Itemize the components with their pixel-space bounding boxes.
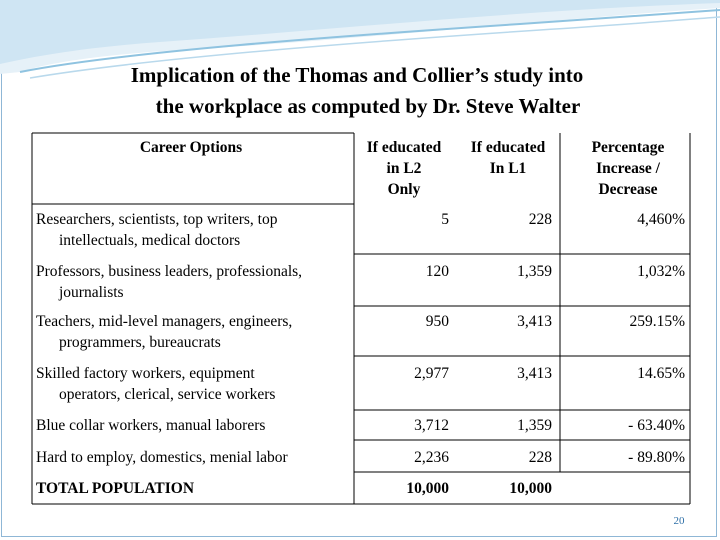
table-row-label: Teachers, mid-level managers, engineers, programmers, bureaucrats	[36, 313, 293, 351]
header-if-educated-l2: If educated in L2 Only	[366, 139, 442, 198]
table-row-label: Blue collar workers, manual laborers	[36, 417, 266, 434]
table-row-label: Hard to employ, domestics, menial labor	[36, 449, 288, 466]
table-cell-pct: 4,460%	[637, 211, 685, 228]
table-cell-l1: 1,359	[517, 263, 552, 280]
total-l2: 10,000	[406, 480, 449, 497]
table-cell-l1: 3,413	[517, 313, 552, 330]
total-label: TOTAL POPULATION	[36, 480, 195, 497]
table-cell-l1: 228	[528, 449, 552, 466]
total-l1: 10,000	[509, 480, 552, 497]
table-cell-pct: 1,032%	[637, 263, 685, 280]
table-cell-pct: 14.65%	[637, 365, 685, 382]
table-cell-l1: 1,359	[517, 417, 552, 434]
table-cell-pct: - 63.40%	[628, 417, 685, 434]
slide-title	[0, 60, 720, 122]
table-cell-l2: 120	[425, 263, 449, 280]
table-row-label: Skilled factory workers, equipment operators, clerical, service workers	[36, 365, 276, 403]
title-line-1: Implication of the Thomas and Collier’s study into	[130, 63, 584, 87]
table-cell-l2: 2,236	[414, 449, 449, 466]
table-row-label: Professors, business leaders, professionals, journalists	[36, 263, 303, 301]
header-percentage: Percentage Increase / Decrease	[591, 139, 665, 198]
table-cell-pct: 259.15%	[629, 313, 685, 330]
table-cell-l2: 3,712	[414, 417, 449, 434]
header-career-options: Career Options	[139, 139, 243, 156]
table-cell-l2: 950	[425, 313, 449, 330]
header-if-educated-l1: If educated In L1	[470, 139, 546, 177]
table-cell-l2: 2,977	[414, 365, 449, 382]
table-cell-l2: 5	[441, 211, 449, 228]
table-cell-pct: - 89.80%	[628, 449, 685, 466]
title-line-2: the workplace as computed by Dr. Steve Walter	[155, 94, 581, 118]
page-number: 20	[673, 515, 685, 527]
table-cell-l1: 228	[528, 211, 552, 228]
table-row-label: Researchers, scientists, top writers, top intellectuals, medical doctors	[36, 211, 278, 249]
table-cell-l1: 3,413	[517, 365, 552, 382]
